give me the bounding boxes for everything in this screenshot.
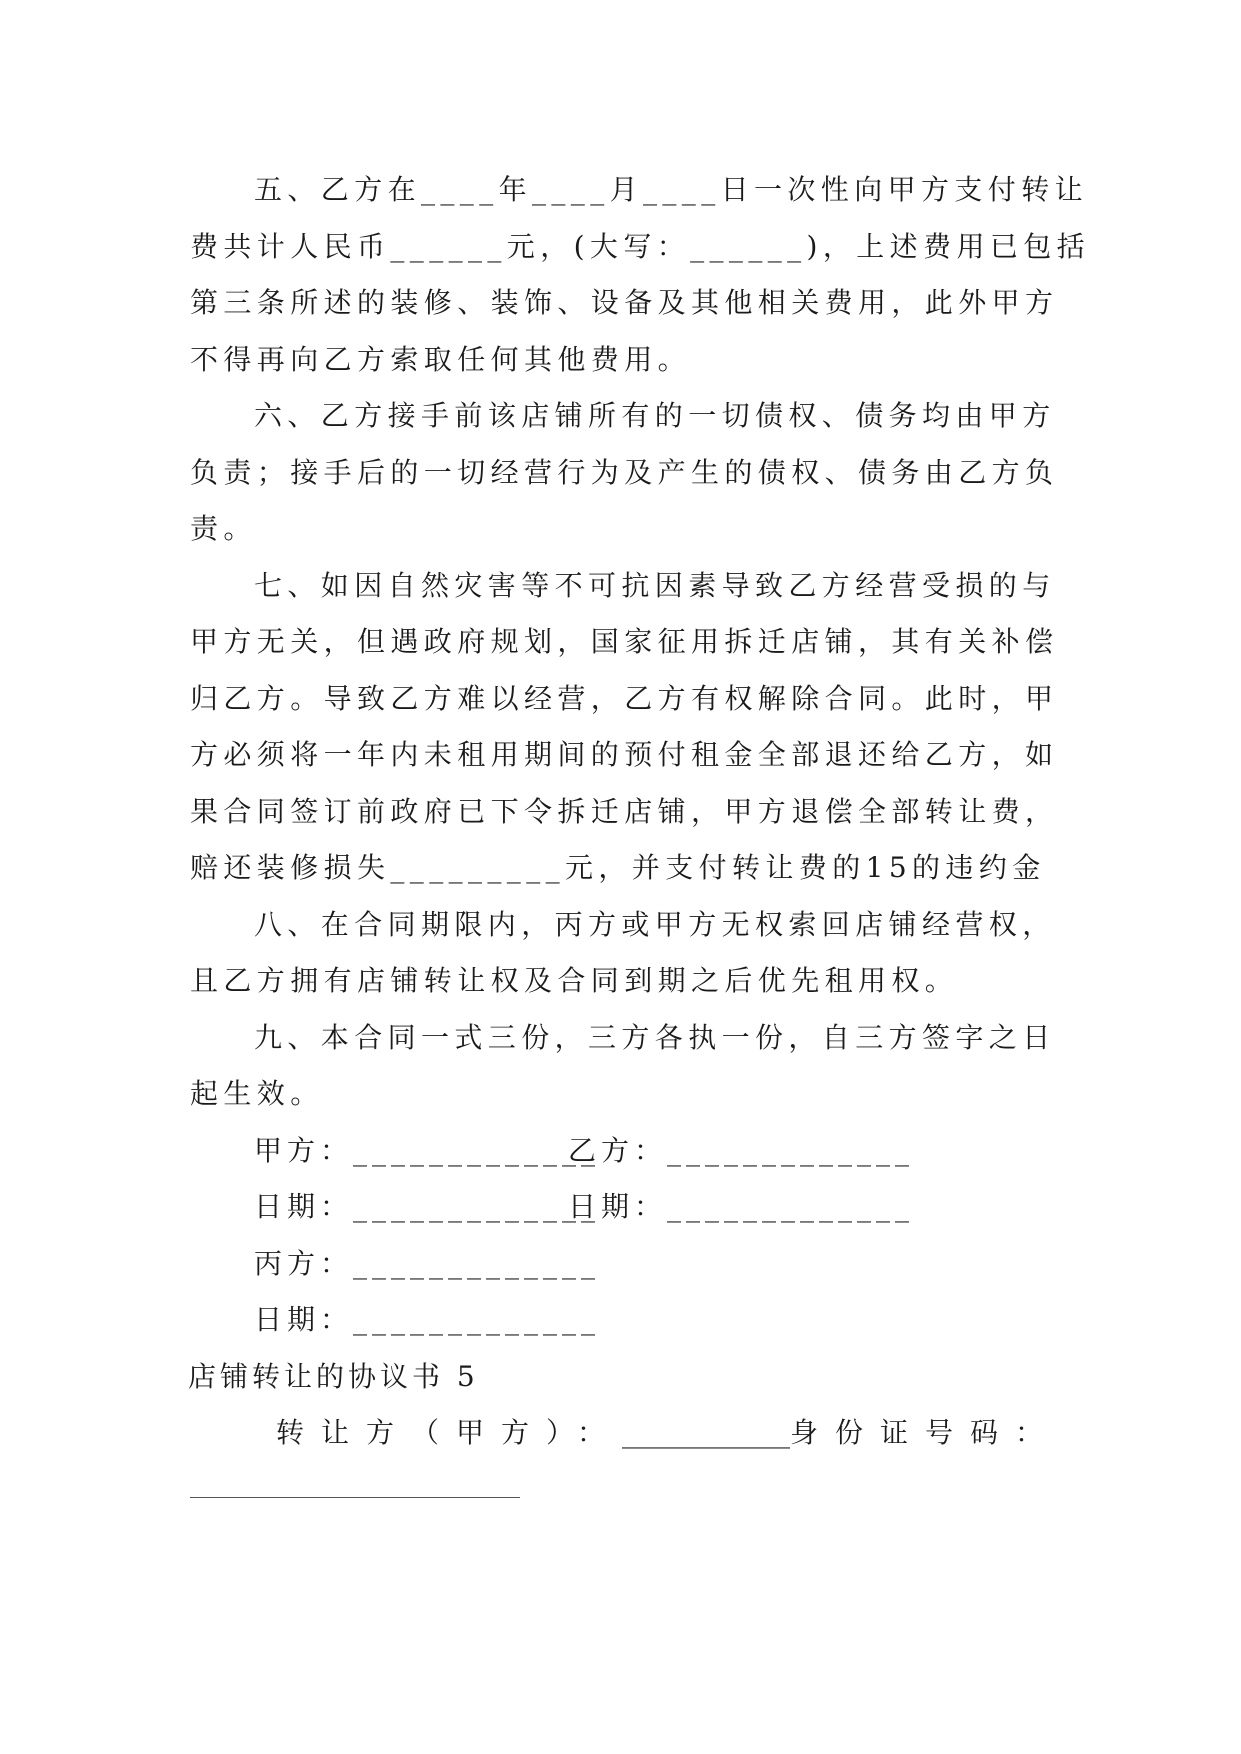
transferor-label: 转让方（甲方）： [276,1416,623,1449]
signature-row-party-a-b [190,1123,1060,1180]
text-line: 五、乙方在____年____月____日一次性向甲方支付转让 [254,173,1089,206]
party-c-date-field[interactable]: 日期：_____________ [254,1303,601,1336]
signature-row-party-c-date [190,1292,1060,1349]
party-a-signature-field[interactable]: 甲方：_____________ [254,1133,601,1167]
id-number-label: 身份证号码： [790,1416,1061,1449]
party-c-signature-field[interactable]: 丙方：_____________ [254,1246,601,1280]
text-line: 负责；接手后的一切经营行为及产生的债权、债务由乙方负 [190,455,1059,489]
text-line: 第三条所述的装修、装饰、设备及其他相关费用，此外甲方 [190,286,1059,319]
text-line: 方必须将一年内未租用期间的预付租金全部退还给乙方，如 [190,738,1059,771]
text-line: 费共计人民币______元，(大写：______)，上述费用已包括 [190,229,1091,263]
clause-9 [190,1010,1060,1123]
document-page [188,162,1091,1498]
text-line: 不得再向乙方索取任何其他费用。 [190,342,692,376]
text-line: 六、乙方接手前该店铺所有的一切债权、债务均由甲方 [254,399,1056,432]
text-line: 七、如因自然灾害等不可抗因素导致乙方经营受损的与 [254,568,1056,602]
party-b-signature-field[interactable]: 乙方：_____________ [568,1133,915,1167]
text-line: 果合同签订前政府已下令拆迁店铺，甲方退偿全部转让费， [190,794,1059,828]
text-line: 起生效。 [190,1077,324,1110]
text-line: 且乙方拥有店铺转让权及合同到期之后优先租用权。 [190,964,959,997]
text-line: 归乙方。导致乙方难以经营，乙方有权解除合同。此时，甲 [190,681,1059,715]
transferor-row [190,1405,1060,1462]
text-line: 甲方无关，但遇政府规划，国家征用拆迁店铺，其有关补偿 [190,625,1059,658]
signature-row-party-c [190,1236,1060,1293]
signature-row-dates [190,1179,1060,1236]
text-line: 九、本合同一式三份，三方各执一份，自三方签字之日 [254,1020,1056,1054]
text-line: 责。 [190,512,257,545]
id-number-field-line[interactable] [190,1496,520,1498]
clause-6 [190,388,1060,558]
party-b-date-field[interactable]: 日期：_____________ [568,1190,915,1223]
transferor-name-field[interactable]: ____________ [622,1416,791,1449]
clause-5 [190,162,1091,388]
clause-7 [190,558,1060,897]
text-line: 赔还装修损失_________元，并支付转让费的15的违约金 [190,851,1046,884]
section-heading: 店铺转让的协议书 5 [188,1359,479,1393]
party-a-date-field[interactable]: 日期：_____________ [254,1190,601,1223]
clause-8 [190,897,1060,1010]
text-line: 八、在合同期限内，丙方或甲方无权索回店铺经营权， [254,907,1056,941]
